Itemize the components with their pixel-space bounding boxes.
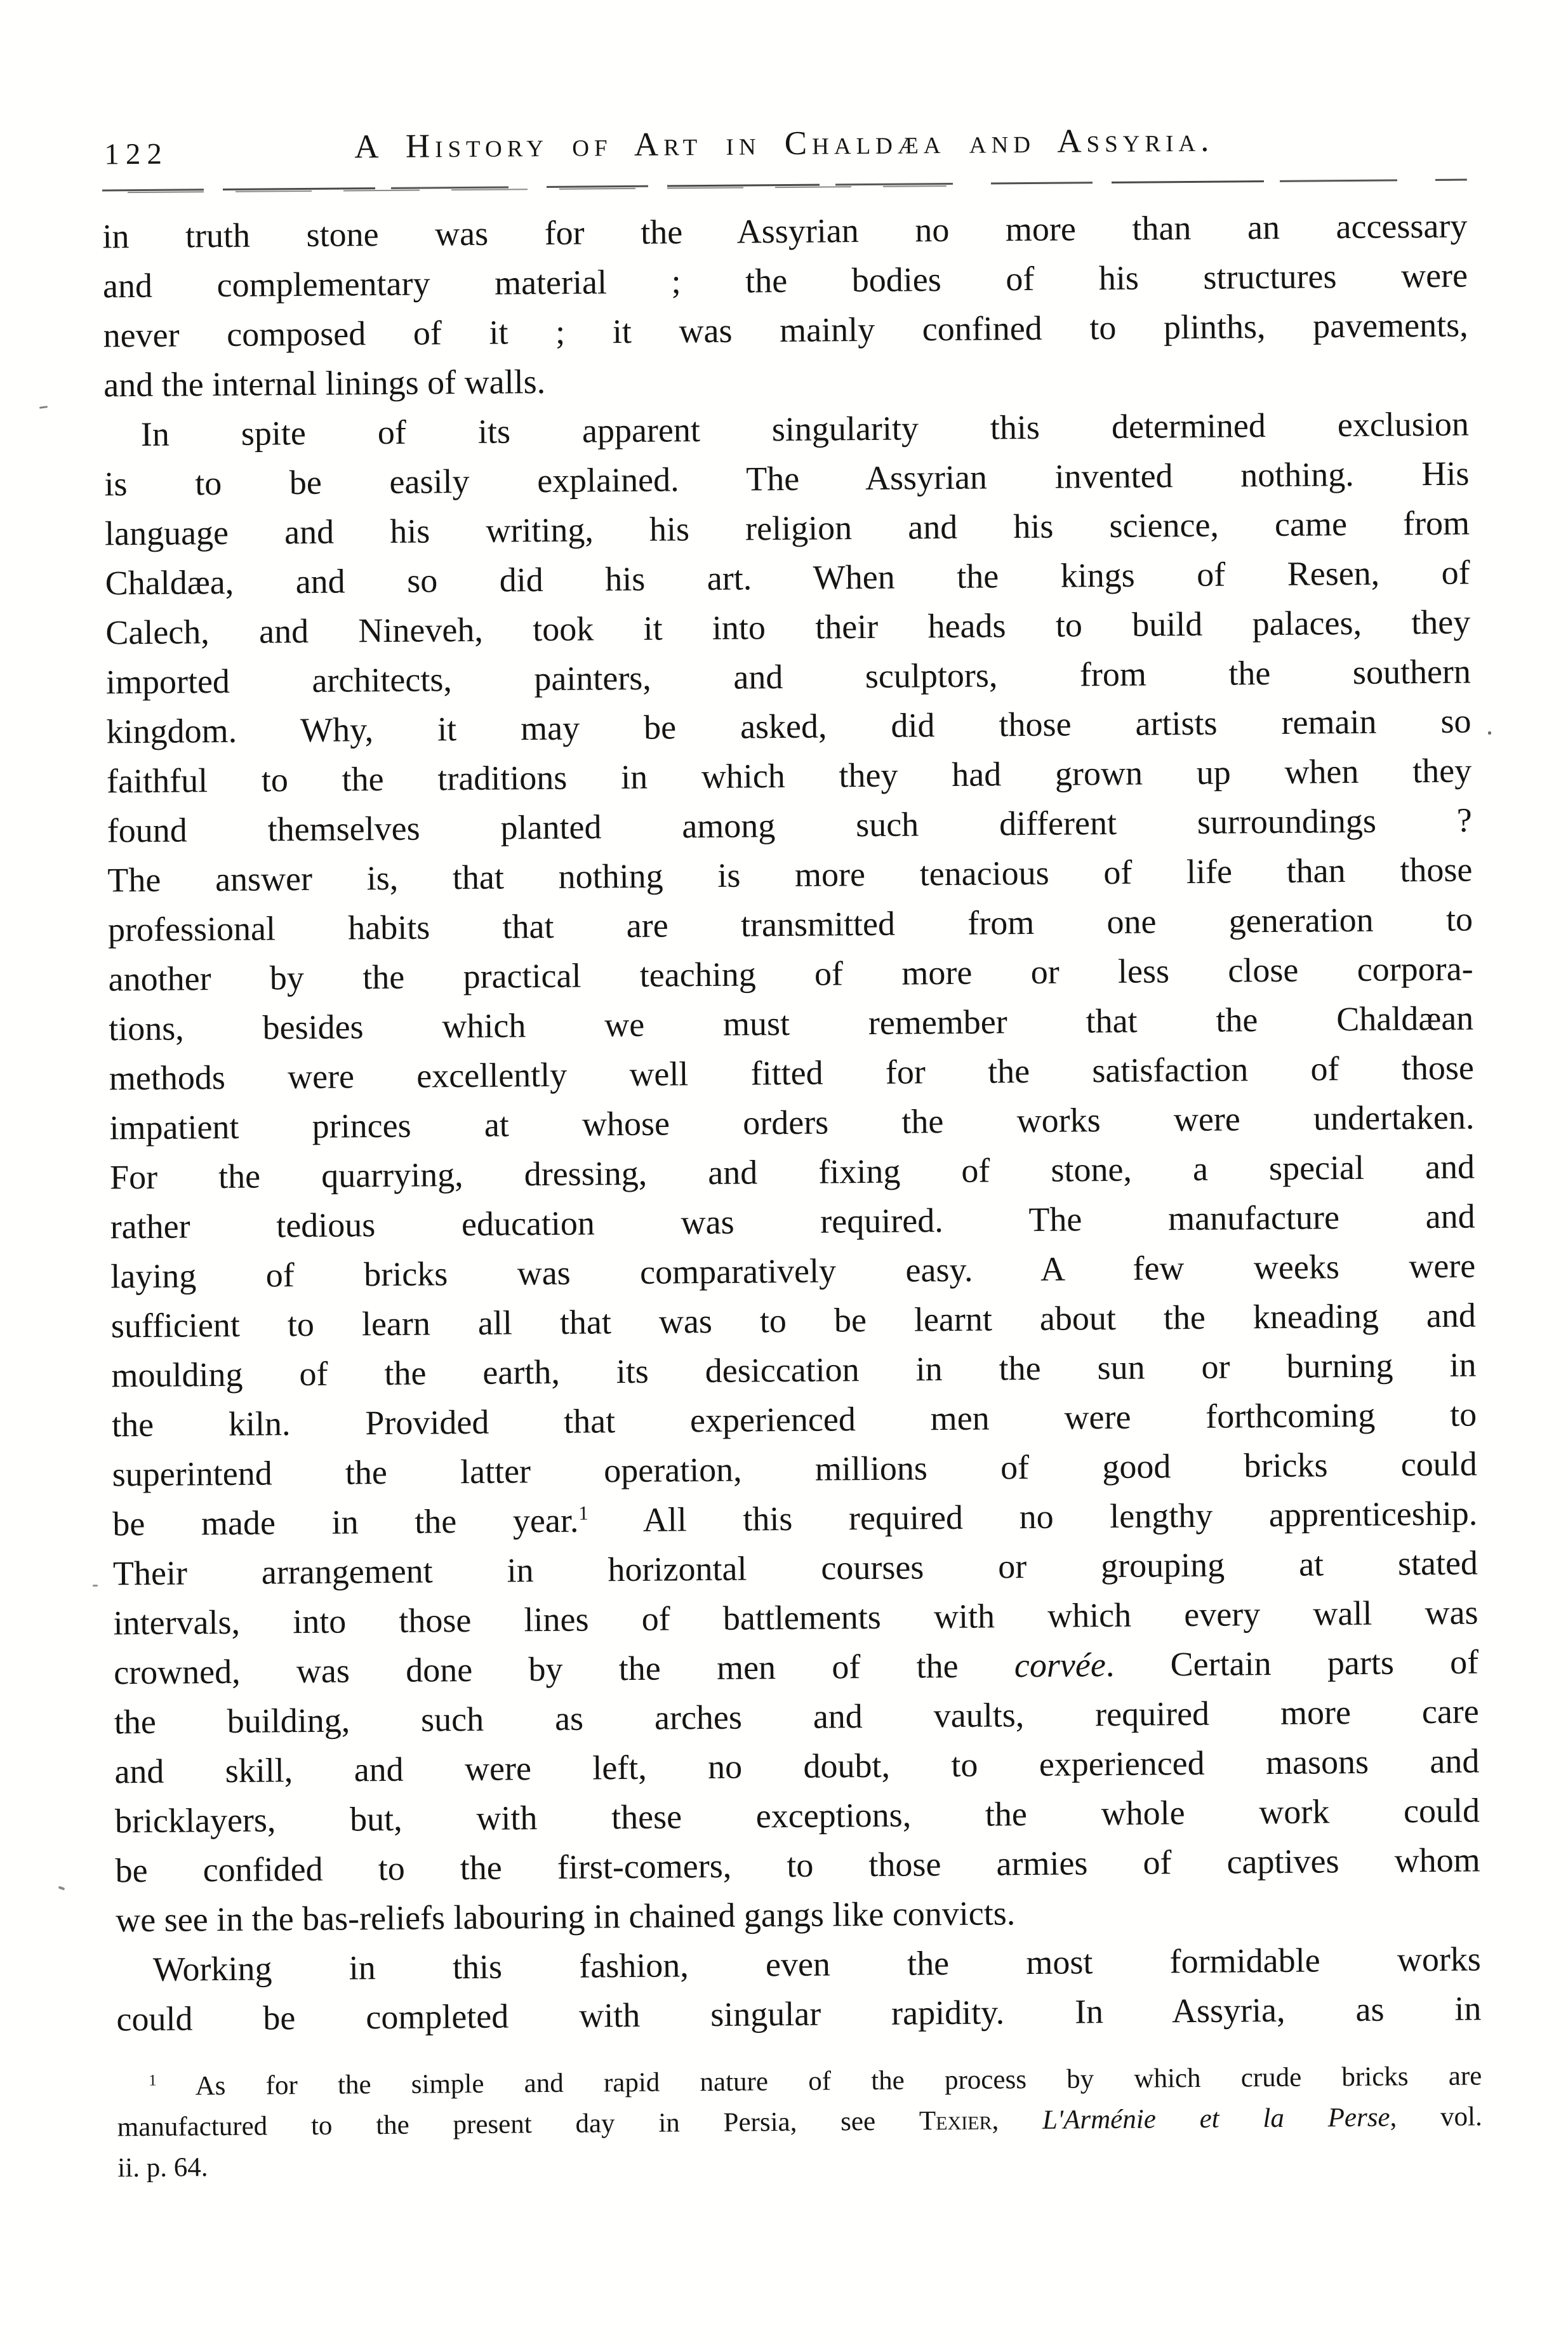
- scanned-text-block: [102, 113, 1482, 2189]
- running-title: A History of Art in Chaldæa and Assyria.: [354, 121, 1214, 166]
- scan-speck: [39, 406, 48, 409]
- text-line: in truth stone was for the Assyrian no more than an accessary: [102, 206, 1468, 256]
- text-line: manufactured to the present day in Persia, see Texier, L'Arménie et la Perse, vol.: [117, 2101, 1482, 2143]
- text-line: the kiln. Provided that experienced men were forthcoming to: [111, 1395, 1477, 1444]
- text-line: and skill, and were left, no doubt, to experienced masons and: [114, 1741, 1480, 1791]
- text-line: methods were excellently well fitted for the satisfaction of those: [109, 1048, 1475, 1098]
- text-line: Working in this fashion, even the most formidable works: [152, 1940, 1482, 1988]
- text-line: and complementary material ; the bodies of his structures were: [102, 256, 1468, 305]
- text-line: bricklayers, but, with these exceptions, the whole work could: [114, 1791, 1480, 1841]
- text-line: In spite of its apparent singularity this determined exclusion: [140, 404, 1470, 453]
- text-line: tions, besides which we must remember that the Chaldæan: [108, 999, 1474, 1048]
- text-line: Chaldæa, and so did his art. When the kings of Resen, of: [105, 553, 1470, 603]
- text-line: impatient princes at whose orders the works were undertaken.: [109, 1098, 1475, 1147]
- text-line: For the quarrying, dressing, and fixing of stone, a special and: [109, 1147, 1475, 1197]
- text-line: another by the practical teaching of more or less close corpora-: [108, 949, 1473, 999]
- text-line: Their arrangement in horizontal courses or grouping at stated: [112, 1543, 1478, 1593]
- text-line: and the internal linings of walls.: [103, 362, 546, 404]
- paragraph: [102, 201, 1468, 410]
- text-line: be confided to the first-comers, to those armies of captives whom: [115, 1841, 1480, 1890]
- text-line: faithful to the traditions in which they had grown up when they: [106, 751, 1472, 801]
- text-line: professional habits that are transmitted from one generation to: [107, 900, 1473, 949]
- text-line: could be completed with singular rapidity. In Assyria, as in: [116, 1989, 1482, 2039]
- text-line: we see in the bas-reliefs labouring in chained gangs like convicts.: [116, 1894, 1016, 1940]
- scan-speck: [93, 1585, 98, 1587]
- text-line: intervals, into those lines of battlements with which every wall was: [113, 1593, 1478, 1642]
- page-number: 122: [104, 137, 169, 171]
- text-line: language and his writing, his religion and his science, came from: [104, 503, 1470, 553]
- text-line: kingdom. Why, it may be asked, did those artists remain so: [106, 702, 1472, 751]
- text-line: found themselves planted among such different surroundings ?: [107, 801, 1472, 850]
- text-line: ii. p. 64.: [117, 2152, 208, 2183]
- text-line: superintend the latter operation, millions of good bricks could: [112, 1444, 1477, 1494]
- text-line: be made in the year.$^1$ All this required no lengthy apprenticeship.: [112, 1494, 1478, 1543]
- footnote: [117, 2056, 1482, 2188]
- text-line: rather tedious education was required. The manufacture and: [110, 1197, 1475, 1246]
- text-line: Calech, and Nineveh, took it into their heads to build palaces, they: [105, 603, 1471, 652]
- text-line: imported architects, painters, and sculptors, from the southern: [105, 652, 1472, 702]
- text-line: the building, such as arches and vaults, required more care: [114, 1692, 1479, 1741]
- text-line: sufficient to learn all that was to be learnt about the kneading and: [110, 1296, 1477, 1345]
- scan-speck: [1488, 731, 1491, 735]
- scan-speck: [58, 1886, 65, 1890]
- paragraph: [116, 1934, 1482, 2044]
- paragraph: [104, 399, 1481, 1945]
- text-line: The answer is, that nothing is more tenacious of life than those: [107, 850, 1473, 900]
- text-line: moulding of the earth, its desiccation in the sun or burning in: [111, 1345, 1477, 1395]
- text-line: crowned, was done by the men of the corvée. Certain parts of: [113, 1642, 1479, 1692]
- header-rule: [102, 179, 1467, 193]
- text-line: $^1$ As for the simple and rapid nature of the process by which crude bricks are: [149, 2061, 1482, 2101]
- body-text: [102, 201, 1482, 2044]
- text-line: laying of bricks was comparatively easy. A few weeks were: [110, 1246, 1476, 1296]
- page-header: [102, 113, 1467, 180]
- text-line: is to be easily explained. The Assyrian invented nothing. His: [104, 454, 1470, 503]
- text-line: never composed of it ; it was mainly confined to plinths, pavements,: [103, 305, 1468, 355]
